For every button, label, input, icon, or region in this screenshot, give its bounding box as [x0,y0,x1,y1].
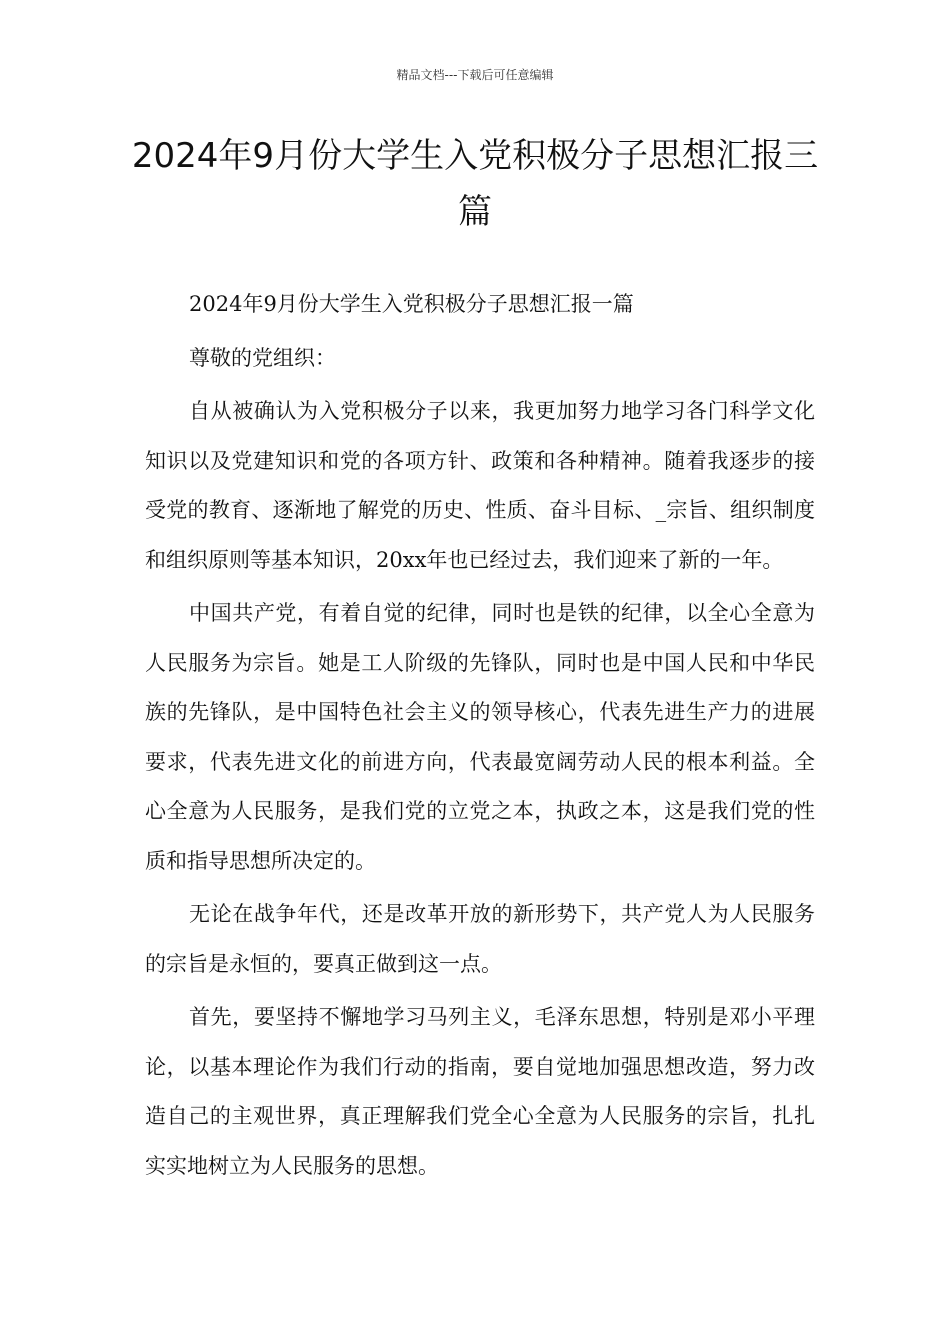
paragraph-subtitle: 2024年9月份大学生入党积极分子思想汇报一篇 [189,292,634,316]
header-note: 精品文档---下载后可任意编辑 [396,68,554,82]
paragraph: 中国共产党，有着自觉的纪律，同时也是铁的纪律，以全心全意为人民服务为宗旨。她是工人阶级的先锋队，同时也是中国人民和中华民族的先锋队，是中国特色社会主义的领导核心，代表先进生产力的进展要求，代表先进文化的前进方向，代表最宽阔劳动人民的根本利益。全心全意为人民服务，是我们党的立党之本，执政之本，这是我们党的性质和指导思想所决定的。 [145,601,815,873]
paragraph: 自从被确认为入党积极分子以来，我更加努力地学习各门科学文化知识以及党建知识和党的各项方针、政策和各种精神。随着我逐步的接受党的教育、逐渐地了解党的历史、性质、奋斗目标、_宗旨、组织制度和组织原则等基本知识，20xx年也已经过去，我们迎来了新的一年。 [145,399,815,572]
paragraph: 无论在战争年代，还是改革开放的新形势下，共产党人为人民服务的宗旨是永恒的，要真正做到这一点。 [145,902,815,976]
paragraph: 首先，要坚持不懈地学习马列主义，毛泽东思想，特别是邓小平理论，以基本理论作为我们行动的指南，要自觉地加强思想改造，努力改造自己的主观世界，真正理解我们党全心全意为人民服务的宗旨，扎扎实实地树立为人民服务的思想。 [145,1005,815,1178]
document-title: 2024年9月份大学生入党积极分子思想汇报三篇 [131,136,819,232]
paragraph-salutation: 尊敬的党组织： [189,345,336,370]
document-body [145,280,815,1195]
